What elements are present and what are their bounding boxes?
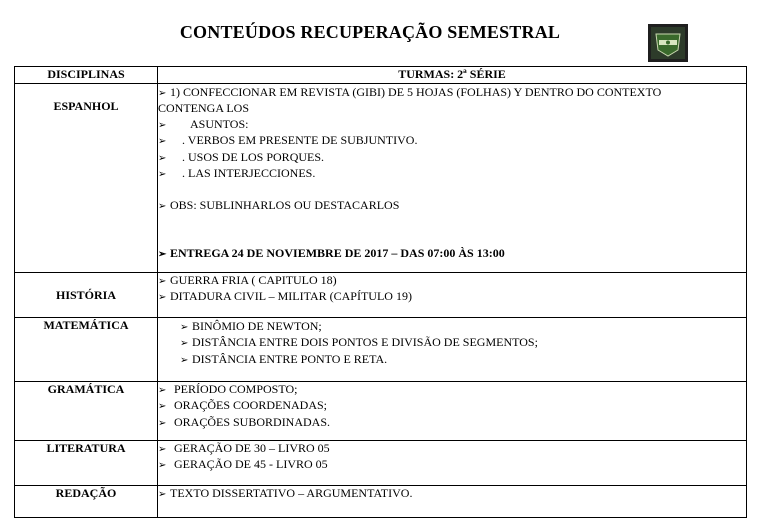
list-item: CONTENGA LOS bbox=[158, 101, 250, 115]
table-row bbox=[15, 83, 747, 272]
content-literatura bbox=[158, 440, 747, 485]
contents-table bbox=[14, 66, 747, 518]
list-item: ➢ OBS: SUBLINHARLOS OU DESTACARLOS bbox=[158, 198, 746, 215]
arrow-bullet-icon: ➢ bbox=[158, 119, 167, 131]
list-item: ➢ ORAÇÕES COORDENADAS; bbox=[158, 398, 746, 415]
table-row bbox=[15, 317, 747, 381]
list-item: ➢ ENTREGA 24 DE NOVIEMBRE DE 2017 – DAS 07:00 ÀS 13:00 bbox=[158, 246, 746, 263]
list-item: ➢ DISTÂNCIA ENTRE PONTO E RETA. bbox=[180, 352, 746, 369]
list-item: ➢ . LAS INTERJECCIONES. bbox=[158, 166, 746, 183]
list-item: ➢ . VERBOS EM PRESENTE DE SUBJUNTIVO. bbox=[158, 133, 746, 150]
arrow-bullet-icon: ➢ bbox=[158, 136, 167, 147]
arrow-bullet-icon: ➢ bbox=[158, 275, 167, 287]
arrow-bullet-icon: ➢ bbox=[180, 321, 189, 333]
content-gramatica bbox=[158, 381, 747, 440]
arrow-bullet-icon: ➢ bbox=[158, 169, 167, 180]
arrow-bullet-icon: ➢ bbox=[158, 401, 167, 412]
subject-gramatica: GRAMÁTICA bbox=[15, 381, 158, 440]
arrow-bullet-icon: ➢ bbox=[158, 417, 167, 429]
arrow-bullet-icon: ➢ bbox=[180, 354, 189, 366]
arrow-bullet-icon: ➢ bbox=[158, 292, 167, 303]
content-historia bbox=[158, 272, 747, 317]
table-row bbox=[15, 272, 747, 317]
table-row bbox=[15, 440, 747, 485]
arrow-bullet-icon: ➢ bbox=[158, 460, 167, 471]
content-matematica bbox=[158, 317, 747, 381]
school-logo-icon bbox=[648, 24, 688, 62]
list-item: ➢ ORAÇÕES SUBORDINADAS. bbox=[158, 415, 746, 432]
list-item: ➢ BINÔMIO DE NEWTON; bbox=[180, 319, 746, 336]
content-redacao bbox=[158, 485, 747, 517]
arrow-bullet-icon: ➢ bbox=[158, 384, 167, 396]
list-item: ➢ TEXTO DISSERTATIVO – ARGUMENTATIVO. bbox=[158, 486, 746, 503]
table-header-row bbox=[15, 67, 747, 84]
list-item: ➢ GUERRA FRIA ( CAPITULO 18) bbox=[158, 273, 746, 290]
list-item: ➢ PERÍODO COMPOSTO; bbox=[158, 382, 746, 399]
arrow-bullet-icon: ➢ bbox=[158, 87, 167, 99]
table-row bbox=[15, 381, 747, 440]
list-item: ➢ 1) CONFECCIONAR EM REVISTA (GIBI) DE 5 HOJAS (FOLHAS) Y DENTRO DO CONTEXTO bbox=[158, 85, 746, 102]
list-item: ➢ GERAÇÃO DE 45 - LIVRO 05 bbox=[158, 457, 746, 474]
table-row bbox=[15, 485, 747, 517]
header-disciplinas: DISCIPLINAS bbox=[15, 67, 158, 84]
list-item: ➢ . USOS DE LOS PORQUES. bbox=[158, 150, 746, 167]
header-turmas: TURMAS: 2ª SÉRIE bbox=[158, 67, 747, 84]
list-item: ➢ ASUNTOS: bbox=[158, 117, 746, 134]
subject-redacao: REDAÇÃO bbox=[15, 485, 158, 517]
subject-matematica: MATEMÁTICA bbox=[15, 317, 158, 381]
arrow-bullet-icon: ➢ bbox=[158, 152, 167, 164]
subject-historia: HISTÓRIA bbox=[15, 272, 158, 317]
arrow-bullet-icon: ➢ bbox=[158, 488, 167, 500]
arrow-bullet-icon: ➢ bbox=[180, 338, 189, 349]
list-item: ➢ DISTÂNCIA ENTRE DOIS PONTOS E DIVISÃO DE SEGMENTOS; bbox=[180, 335, 746, 352]
arrow-bullet-icon: ➢ bbox=[158, 248, 167, 260]
list-item: ➢ DITADURA CIVIL – MILITAR (CAPÍTULO 19) bbox=[158, 289, 746, 306]
list-item: ➢ GERAÇÃO DE 30 – LIVRO 05 bbox=[158, 441, 746, 458]
page-title: CONTEÚDOS RECUPERAÇÃO SEMESTRAL bbox=[179, 22, 561, 42]
subject-espanhol: ESPANHOL bbox=[15, 83, 158, 272]
subject-literatura: LITERATURA bbox=[15, 440, 158, 485]
content-espanhol bbox=[158, 83, 747, 272]
arrow-bullet-icon: ➢ bbox=[158, 201, 167, 212]
arrow-bullet-icon: ➢ bbox=[158, 443, 167, 455]
